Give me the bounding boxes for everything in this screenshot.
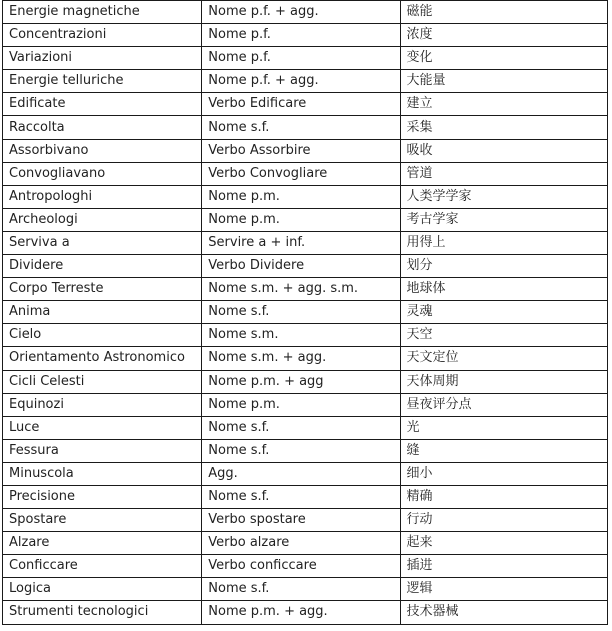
grammar-type-cell: Nome p.f. + agg. <box>202 70 400 93</box>
grammar-type-cell: Nome s.m. + agg. <box>202 347 400 370</box>
grammar-type-cell: Verbo Dividere <box>202 255 400 278</box>
chinese-translation-cell: 插进 <box>400 555 607 578</box>
table-row <box>3 255 608 278</box>
chinese-translation-cell: 灵魂 <box>400 301 607 324</box>
italian-word-cell: Luce <box>3 416 202 439</box>
grammar-type-cell: Verbo Assorbire <box>202 139 400 162</box>
italian-word-cell: Equinozi <box>3 393 202 416</box>
table-row <box>3 347 608 370</box>
chinese-translation-cell: 细小 <box>400 462 607 485</box>
table-row <box>3 116 608 139</box>
grammar-type-cell: Verbo Edificare <box>202 93 400 116</box>
italian-word-cell: Convogliavano <box>3 162 202 185</box>
italian-word-cell: Raccolta <box>3 116 202 139</box>
grammar-type-cell: Agg. <box>202 462 400 485</box>
italian-word-cell: Minuscola <box>3 462 202 485</box>
chinese-translation-cell: 管道 <box>400 162 607 185</box>
chinese-translation-cell: 行动 <box>400 509 607 532</box>
italian-word-cell: Corpo Terreste <box>3 278 202 301</box>
chinese-translation-cell: 技术器械 <box>400 601 607 624</box>
table-row <box>3 393 608 416</box>
table-row <box>3 601 608 624</box>
table-row <box>3 301 608 324</box>
chinese-translation-cell: 浓度 <box>400 24 607 47</box>
table-row <box>3 70 608 93</box>
chinese-translation-cell: 吸收 <box>400 139 607 162</box>
grammar-type-cell: Nome s.f. <box>202 301 400 324</box>
table-row <box>3 47 608 70</box>
grammar-type-cell: Servire a + inf. <box>202 231 400 254</box>
italian-word-cell: Orientamento Astronomico <box>3 347 202 370</box>
italian-word-cell: Variazioni <box>3 47 202 70</box>
table-row <box>3 416 608 439</box>
italian-word-cell: Precisione <box>3 485 202 508</box>
chinese-translation-cell: 变化 <box>400 47 607 70</box>
table-row <box>3 532 608 555</box>
italian-word-cell: Alzare <box>3 532 202 555</box>
grammar-type-cell: Nome p.m. + agg <box>202 370 400 393</box>
grammar-type-cell: Nome s.m. + agg. s.m. <box>202 278 400 301</box>
italian-word-cell: Spostare <box>3 509 202 532</box>
grammar-type-cell: Verbo alzare <box>202 532 400 555</box>
grammar-type-cell: Nome p.m. + agg. <box>202 601 400 624</box>
chinese-translation-cell: 考古学家 <box>400 208 607 231</box>
chinese-translation-cell: 划分 <box>400 255 607 278</box>
chinese-translation-cell: 天体周期 <box>400 370 607 393</box>
italian-word-cell: Energie magnetiche <box>3 1 202 24</box>
table-row <box>3 462 608 485</box>
italian-word-cell: Strumenti tecnologici <box>3 601 202 624</box>
grammar-type-cell: Nome p.m. <box>202 185 400 208</box>
chinese-translation-cell: 光 <box>400 416 607 439</box>
chinese-translation-cell: 精确 <box>400 485 607 508</box>
italian-word-cell: Anima <box>3 301 202 324</box>
table-row <box>3 1 608 24</box>
table-row <box>3 231 608 254</box>
italian-word-cell: Dividere <box>3 255 202 278</box>
table-row <box>3 485 608 508</box>
grammar-type-cell: Nome s.f. <box>202 116 400 139</box>
table-row <box>3 24 608 47</box>
table-row <box>3 278 608 301</box>
italian-word-cell: Cicli Celesti <box>3 370 202 393</box>
italian-word-cell: Serviva a <box>3 231 202 254</box>
grammar-type-cell: Nome s.f. <box>202 578 400 601</box>
grammar-type-cell: Nome p.f. + agg. <box>202 1 400 24</box>
italian-word-cell: Archeologi <box>3 208 202 231</box>
table-row <box>3 139 608 162</box>
vocabulary-table <box>2 0 608 625</box>
grammar-type-cell: Nome s.f. <box>202 485 400 508</box>
italian-word-cell: Conficcare <box>3 555 202 578</box>
italian-word-cell: Edificate <box>3 93 202 116</box>
italian-word-cell: Fessura <box>3 439 202 462</box>
grammar-type-cell: Nome p.m. <box>202 393 400 416</box>
grammar-type-cell: Nome p.f. <box>202 47 400 70</box>
grammar-type-cell: Verbo Convogliare <box>202 162 400 185</box>
table-row <box>3 370 608 393</box>
grammar-type-cell: Nome s.f. <box>202 416 400 439</box>
chinese-translation-cell: 地球体 <box>400 278 607 301</box>
italian-word-cell: Antropologhi <box>3 185 202 208</box>
grammar-type-cell: Verbo spostare <box>202 509 400 532</box>
chinese-translation-cell: 昼夜评分点 <box>400 393 607 416</box>
grammar-type-cell: Nome p.f. <box>202 24 400 47</box>
table-row <box>3 208 608 231</box>
italian-word-cell: Concentrazioni <box>3 24 202 47</box>
vocabulary-table-body <box>3 1 608 625</box>
grammar-type-cell: Nome p.m. <box>202 208 400 231</box>
italian-word-cell: Energie telluriche <box>3 70 202 93</box>
italian-word-cell: Cielo <box>3 324 202 347</box>
grammar-type-cell: Verbo conficcare <box>202 555 400 578</box>
chinese-translation-cell: 缝 <box>400 439 607 462</box>
table-row <box>3 555 608 578</box>
chinese-translation-cell: 建立 <box>400 93 607 116</box>
table-row <box>3 578 608 601</box>
table-row <box>3 185 608 208</box>
chinese-translation-cell: 逻辑 <box>400 578 607 601</box>
chinese-translation-cell: 大能量 <box>400 70 607 93</box>
table-row <box>3 509 608 532</box>
chinese-translation-cell: 人类学学家 <box>400 185 607 208</box>
table-row <box>3 93 608 116</box>
italian-word-cell: Logica <box>3 578 202 601</box>
chinese-translation-cell: 天文定位 <box>400 347 607 370</box>
grammar-type-cell: Nome s.f. <box>202 439 400 462</box>
italian-word-cell: Assorbivano <box>3 139 202 162</box>
chinese-translation-cell: 天空 <box>400 324 607 347</box>
table-row <box>3 162 608 185</box>
chinese-translation-cell: 磁能 <box>400 1 607 24</box>
chinese-translation-cell: 起来 <box>400 532 607 555</box>
table-row <box>3 324 608 347</box>
chinese-translation-cell: 用得上 <box>400 231 607 254</box>
table-row <box>3 439 608 462</box>
grammar-type-cell: Nome s.m. <box>202 324 400 347</box>
chinese-translation-cell: 采集 <box>400 116 607 139</box>
